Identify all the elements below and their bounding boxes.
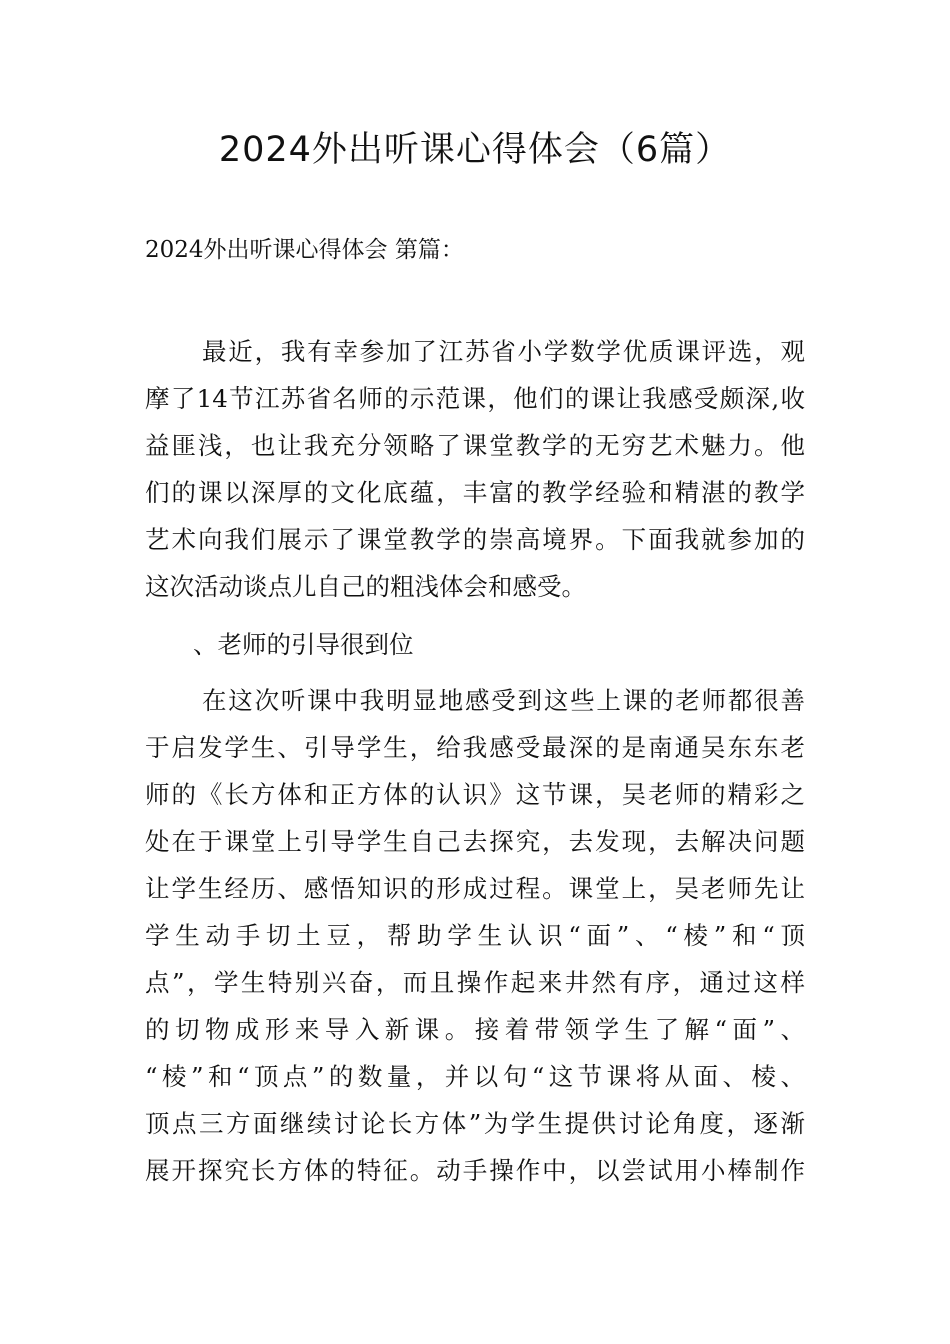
- document-title: 2024外出听课心得体会（6篇）: [218, 130, 732, 170]
- document-subtitle: 2024外出听课心得体会 第篇：: [145, 237, 464, 263]
- paragraph-line: 学生动手切土豆，帮助学生认识“面”、“棱”和“顶: [145, 921, 805, 950]
- paragraph-line: 们的课以深厚的文化底蕴，丰富的教学经验和精湛的教学: [145, 478, 805, 507]
- paragraph-line: 处在于课堂上引导学生自己去探究，去发现，去解决问题: [145, 827, 805, 856]
- paragraph-line: 顶点三方面继续讨论长方体”为学生提供讨论角度，逐渐: [145, 1109, 805, 1138]
- paragraph-line: “棱”和“顶点”的数量，并以句“这节课将从面、棱、: [145, 1062, 805, 1091]
- paragraph-line: 在这次听课中我明显地感受到这些上课的老师都很善: [202, 686, 805, 715]
- paragraph-line: 艺术向我们展示了课堂教学的崇高境界。下面我就参加的: [145, 525, 805, 554]
- paragraph-line: 于启发学生、引导学生，给我感受最深的是南通吴东东老: [145, 733, 805, 762]
- paragraph-line: 师的《长方体和正方体的认识》这节课，吴老师的精彩之: [145, 780, 805, 809]
- paragraph-line: 最近，我有幸参加了江苏省小学数学优质课评选，观: [202, 337, 805, 366]
- paragraph-line: 点”，学生特别兴奋，而且操作起来井然有序，通过这样: [145, 968, 805, 997]
- paragraph-line: 这次活动谈点儿自己的粗浅体会和感受。: [145, 572, 586, 601]
- paragraph-line: 益匪浅，也让我充分领略了课堂教学的无穷艺术魅力。他: [145, 431, 805, 460]
- paragraph-line: 展开探究长方体的特征。动手操作中，以尝试用小棒制作: [145, 1156, 805, 1185]
- paragraph-line: 摩了14节江苏省名师的示范课，他们的课让我感受颇深,收: [145, 384, 805, 413]
- paragraph-line: 的切物成形来导入新课。接着带领学生了解“面”、: [145, 1015, 805, 1044]
- section-heading: 、老师的引导很到位: [193, 630, 414, 659]
- paragraph-line: 让学生经历、感悟知识的形成过程。课堂上，吴老师先让: [145, 874, 805, 903]
